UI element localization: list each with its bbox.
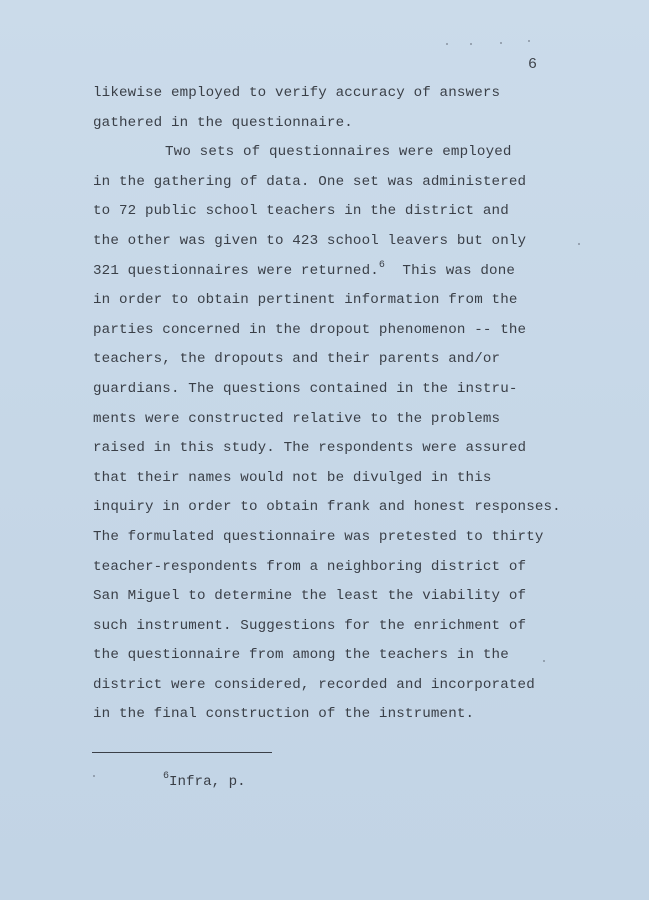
scan-speck <box>578 243 580 245</box>
text-line: to 72 public school teachers in the district and <box>93 203 509 220</box>
text-line: Two sets of questionnaires were employed <box>165 144 512 161</box>
text-line: San Miguel to determine the least the viability of <box>93 588 527 605</box>
text-line: such instrument. Suggestions for the enrichment of <box>93 617 527 634</box>
text-line: the questionnaire from among the teachers in the <box>93 647 509 664</box>
text-line: ments were constructed relative to the problems <box>93 410 501 427</box>
text-line: raised in this study. The respondents were assured <box>93 440 527 457</box>
footnote-marker: 6 <box>163 771 170 782</box>
text-line: in the gathering of data. One set was administered <box>93 173 527 190</box>
text-line: inquiry in order to obtain frank and honest responses. <box>93 499 561 516</box>
footnote <box>163 771 246 790</box>
text-line: district were considered, recorded and incorporated <box>93 676 535 693</box>
text-segment: 321 questionnaires were returned. <box>93 262 379 279</box>
text-line: likewise employed to verify accuracy of answers <box>93 85 501 101</box>
text-line: in the final construction of the instrument. <box>93 706 475 723</box>
page-number: 6 <box>528 56 538 73</box>
scan-speck <box>500 42 502 44</box>
scan-speck <box>446 43 448 45</box>
text-line: that their names would not be divulged in this <box>93 469 492 486</box>
footnote-divider <box>92 752 272 753</box>
text-line <box>93 257 593 287</box>
scan-speck <box>543 660 545 662</box>
scan-speck <box>93 775 95 777</box>
scan-speck <box>470 43 472 45</box>
text-line: gathered in the questionnaire. <box>93 114 353 131</box>
text-line: teacher-respondents from a neighboring district of <box>93 558 527 575</box>
footnote-text: Infra, p. <box>169 774 246 790</box>
text-line: parties concerned in the dropout phenomenon -- the <box>93 321 527 338</box>
text-line: the other was given to 423 school leavers but only <box>93 232 527 249</box>
footnote-reference: 6 <box>378 259 386 271</box>
text-line: The formulated questionnaire was pretested to thirty <box>93 528 544 545</box>
scan-speck <box>528 40 530 42</box>
text-segment: This was done <box>385 262 516 279</box>
body-text <box>93 79 593 730</box>
text-line: in order to obtain pertinent information from the <box>93 292 518 309</box>
text-line: guardians. The questions contained in the instru- <box>93 380 518 397</box>
text-line: teachers, the dropouts and their parents and/or <box>93 351 501 368</box>
